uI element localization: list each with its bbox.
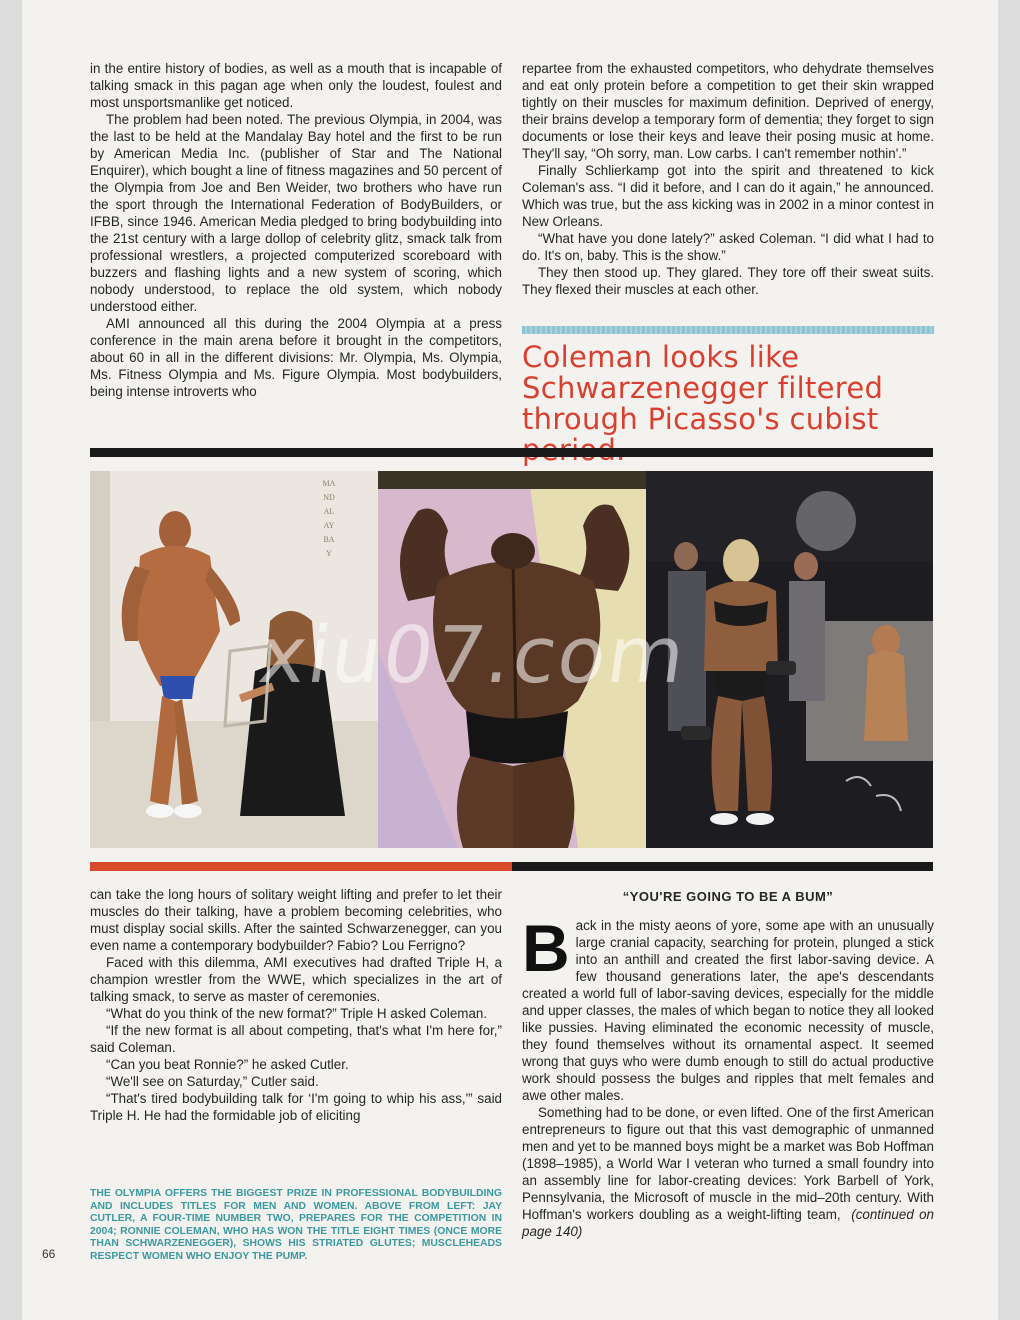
article-column-bottom-left xyxy=(90,886,502,1124)
photo-bottom-rule-dark xyxy=(512,862,933,871)
article-column-top-right xyxy=(522,60,934,298)
paragraph: repartee from the exhausted competitors, who dehydrate themselves and eat only protein before a competition to get their skin wrapped tightly on their muscles for maximum definition. Deprived of energy, their brains develop a temporary form of dementia; they forget to sign documents or lose their keys and leave their posing music at home. They'll say, “Oh sorry, man. Low carbs. I can't remember nothin'.” xyxy=(522,61,934,161)
photo-women-illustration xyxy=(646,471,933,848)
paragraph: “We'll see on Saturday,” Cutler said. xyxy=(106,1074,319,1089)
magazine-page xyxy=(22,0,998,1320)
paragraph-text: ack in the misty aeons of yore, some ape with an unusually large cranial capacity, searching for protein, plunged a stick into an anthill and created the first labor-saving device. A few thousand generations later, the ape's descendants created a world full of labor-saving devices, especially for the middle and upper classes, the males of which began to notice they all looked like pussies. Having eliminated the economic necessity of muscle, they found themselves without its ornamental aspect. It seemed wrong that guys who were dumb enough to still do actual productive work should possess the bulges and ripples that melt females and awe other males. xyxy=(522,918,934,1103)
paragraph: “That's tired bodybuilding talk for ‘I'm going to whip his ass,'” said Triple H. He had the formidable job of eliciting xyxy=(90,1091,502,1123)
section-subhead: “YOU'RE GOING TO BE A BUM” xyxy=(622,889,834,904)
photo-bottom-rule-red xyxy=(90,862,512,871)
paragraph: in the entire history of bodies, as well as a mouth that is incapable of talking smack in this pagan age when only the loudest, foulest and most unsportsmanlike get noticed. xyxy=(90,61,502,110)
paragraph: “What do you think of the new format?” Triple H asked Coleman. xyxy=(106,1006,488,1021)
pull-quote: Coleman looks like Schwarzenegger filtered through Picasso's cubist xyxy=(522,340,884,436)
paragraph: “What have you done lately?” asked Coleman. “I did what I had to do. It's on, baby. This is the show.” xyxy=(522,231,934,263)
mandalay-bay-banner: MANDALAY BAY xyxy=(322,479,336,558)
paragraph: They then stood up. They glared. They tore off their sweat suits. They flexed their muscles at each other. xyxy=(522,265,934,297)
paragraph: “If the new format is all about competing, that's what I'm here for,” said Coleman. xyxy=(90,1023,502,1055)
paragraph: AMI announced all this during the 2004 Olympia at a press conference in the main arena before it brought in the competitors, about 60 in all in the different divisions: Mr. Olympia, Ms. Olympia, Ms. Fitness Olympia and Ms. Figure Olympia. Most bodybuilders, being intense introverts who xyxy=(90,316,502,399)
photo-caption: THE OLYMPIA OFFERS THE BIGGEST PRIZE IN PROFESSIONAL BODYBUILDING AND INCLUDES TITLES FOR MEN AND WOMEN. ABOVE FROM LEFT: JAY CUTLER, A FOUR-TIME NUMBER TWO, PREPARES FOR THE COMPETITION IN 2004; RONNIE COLEMAN, WHO HAS WON THE TITLE EIGHT TIMES (ONCE MORE THAN SCHWARZENEGGER), SHOWS HIS STRIATED GLUTES; MUSCLEHEADS RESPECT WOMEN WHO ENJOY THE PUMP. xyxy=(90,1188,502,1262)
photo-strip xyxy=(90,471,933,848)
watermark-text: xiu07.com xyxy=(253,611,693,701)
paragraph: Faced with this dilemma, AMI executives had drafted Triple H, a champion wrestler from the WWE, which specializes in the art of talking smack, to serve as master of ceremonies. xyxy=(90,955,502,1004)
paragraph: The problem had been noted. The previous Olympia, in 2004, was the last to be held at the Mandalay Bay hotel and the first to be run by American Media Inc. (publisher of Star and The National Enquirer), which bought a line of fitness magazines and 50 percent of the Olympia from Joe and Ben Weider, two brothers who have run the sport through the International Federation of BodyBuilders, or IFBB, since 1946. American Media pledged to bring bodybuilding into the 21st century with a large dollop of celebrity glitz, smack talk from professional wrestlers, a projected computerized scoreboard with buzzers and flashing lights and a new system of scoring, which nobody understood, to replace the old system, which nobody understood either. xyxy=(90,112,502,314)
paragraph: “Can you beat Ronnie?” he asked Cutler. xyxy=(106,1057,349,1072)
pull-quote-rule xyxy=(522,326,934,334)
paragraph-dropcap xyxy=(522,911,934,1104)
photo-women-backstage xyxy=(646,471,933,848)
paragraph: can take the long hours of solitary weight lifting and prefer to let their muscles do their talking, have a problem becoming celebrities, who must display social skills. After the sainted Schwarzenegger, can you even name a contemporary bodybuilder? Fabio? Lou Ferrigno? xyxy=(90,887,502,953)
photo-top-rule xyxy=(90,448,933,457)
page-number: 66 xyxy=(42,1247,56,1261)
continued-note: (continued on page 140) xyxy=(522,1207,934,1239)
article-column-top-left xyxy=(90,60,502,400)
paragraph: Finally Schlierkamp got into the spirit and threatened to kick Coleman's ass. “I did it before, and I can do it again,” he announced. Which was true, but the ass kicking was in 2002 in a minor contest in New Orleans. xyxy=(522,163,934,229)
paragraph xyxy=(522,1104,934,1240)
article-column-bottom-right xyxy=(522,886,934,1240)
paragraph-text: Something had to be done, or even lifted. One of the first American entrepreneurs to figure out that this vast demographic of unmanned men and yet to be manned boys might be a market was Bob Hoffman (1898–1985), a World War I veteran who turned a small foundry into an assembly line for labor-creating devices: York Barbell of York, Pennsylvania, the Microsoft of muscle in the mid–20th century. With Hoffman's workers doubling as a weight-lifting team, xyxy=(522,1105,935,1222)
drop-cap-letter: B xyxy=(522,911,570,985)
